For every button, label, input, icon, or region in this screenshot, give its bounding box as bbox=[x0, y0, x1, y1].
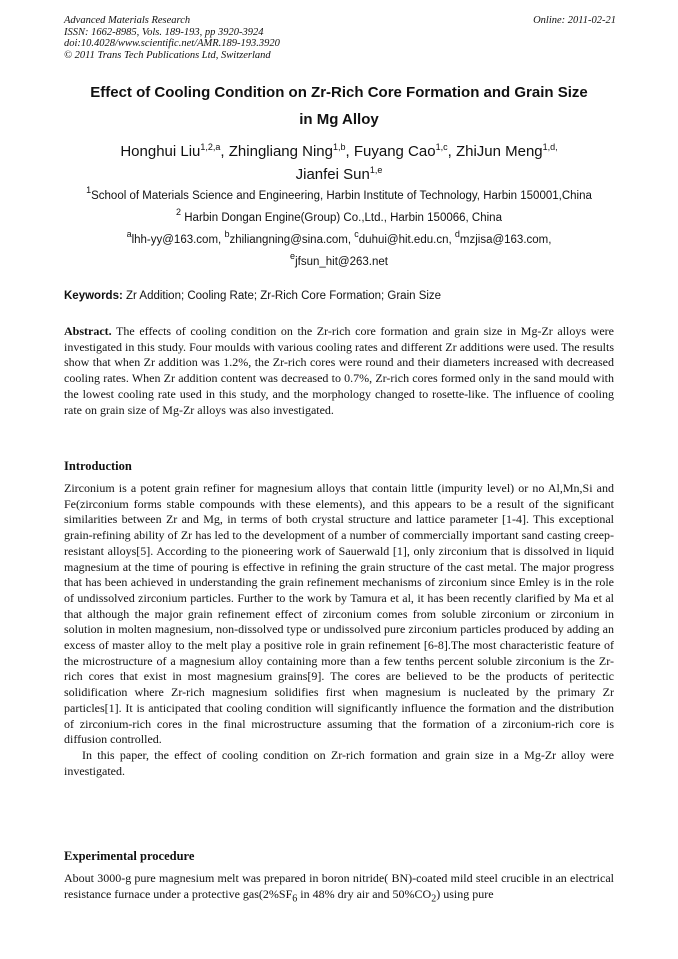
email-address: mzjisa@163.com, bbox=[459, 234, 552, 246]
email-address: jfsun_hit@263.net bbox=[295, 256, 388, 268]
experimental-body bbox=[64, 871, 614, 907]
introduction-paragraph-1: Zirconium is a potent grain refiner for magnesium alloys that contain little (impurity level) or no Al,Mn,Si and Fe(zirconium forms stable compounds with these elements), and this appears to be a result of the significant similarities between Zr and Mg, in terms of both crystal structure and lattice parameter [1-4]. This exceptional grain-refining ability of Zr has led to the development of a number of commercially important sand casting creep-resistant alloys[5]. According to the pioneering work of Sauerwald [1], only zirconium that is dissolved in liquid magnesium at the time of pouring is effective in refining the grain structure of the cast metal. The major progress that has been achieved in understanding the grain refinement mechanisms of zirconium since Emley is in the role of undissolved zirconium particles. Further to the work by Tamura et al, it has been recently clarified by Ma et al that although the major grain refinement effect of zirconium comes from soluble zirconium or zirconium in solution in molten magnesium, non-dissolved type or undissolved pure zirconium particles produced by adding an excess of master alloy to the melt play a positive role in grain refinement [6-8].The most characteristic feature of the microstructure of a magnesium alloy containing more than a few tenths percent soluble zirconium is the Zr-rich cores that exist in most magnesium grains[9]. The cores are believed to be the products of peritectic solidification where Zr-rich magnesium solidifies first when magnesium is nucleated by the primary Zr particles[1]. It is anticipated that cooling condition will significantly influence the formation and the distribution of zirconium-rich cores in the final microstructure assuming that the formation of a zirconium-rich core is diffusion controlled. bbox=[64, 481, 614, 747]
abstract-text: The effects of cooling condition on the Zr-rich core formation and grain size in Mg-Zr alloys were investigated in this study. Four moulds with various cooling rates and different Zr additions were used. The results show that when Zr addition was 1.2%, the Zr-rich cores were round and their diameters increased with decreased cooling rates. When Zr addition content was decreased to 0.7%, Zr-rich cores formed only in the sand mould with the lowest cooling rate used in this study, and the morphology changed to rosette-like. The influence of cooling rate on grain size of Mg-Zr alloys was also investigated. bbox=[64, 324, 614, 417]
author-name: Jianfei Sun bbox=[295, 166, 370, 183]
author-sup: 1,e bbox=[369, 165, 383, 175]
keywords-label: Keywords: bbox=[64, 290, 123, 302]
author-sup: 1,c bbox=[435, 142, 448, 152]
email-address: duhui@hit.edu.cn, bbox=[358, 234, 455, 246]
online-date: Online: 2011-02-21 bbox=[533, 15, 616, 26]
doi-line: doi:10.4028/www.scientific.net/AMR.189-193.3920 bbox=[64, 38, 280, 50]
author-sup: 1,d, bbox=[542, 142, 558, 152]
affiliation-2: $^2$ Harbin Dongan Engine(Group) Co.,Ltd., Harbin 150066, China bbox=[176, 207, 502, 224]
email-address: lhh-yy@163.com, bbox=[131, 234, 225, 246]
author-name: Fuyang Cao bbox=[353, 143, 436, 160]
title-line-2: in Mg Alloy bbox=[299, 111, 379, 128]
email-address: zhiliangning@sina.com, bbox=[229, 234, 355, 246]
issn-line: ISSN: 1662-8985, Vols. 189-193, pp 3920-3924 bbox=[64, 26, 264, 38]
email-line-1: $^a$lhh-yy@163.com, $^b$zhiliangning@sina.com, $^c$duhui@hit.edu.cn, $^d$mzjisa@163.com, bbox=[126, 229, 552, 246]
affiliation-1: $^1$School of Materials Science and Engineering, Harbin Institute of Technology, Harbin 150001,China bbox=[86, 185, 592, 202]
introduction-paragraph-2: In this paper, the effect of cooling condition on Zr-rich formation and grain size in a Mg-Zr alloy were investigated. bbox=[64, 747, 614, 778]
experimental-paragraph-1: About 3000-g pure magnesium melt was prepared in boron nitride( BN)-coated mild steel crucible in an electrical resistance furnace under a protective $gas(2\%SF_6$ in 48% dry air and $50\%CO_2$) using pure bbox=[64, 871, 614, 905]
author-name: Zhingliang Ning bbox=[228, 143, 333, 160]
keywords-text: Zr Addition; Cooling Rate; Zr-Rich Core Formation; Grain Size bbox=[122, 290, 442, 302]
author-sup: 1,b bbox=[333, 142, 346, 152]
journal-name: Advanced Materials Research bbox=[64, 15, 191, 26]
introduction-body bbox=[64, 481, 614, 779]
affiliation-sup: 2 bbox=[176, 207, 182, 217]
email-line-2: $^e$jfsun_hit@263.net bbox=[290, 251, 388, 268]
author-name: ZhiJun Meng bbox=[455, 143, 543, 160]
paper-title bbox=[50, 79, 628, 133]
affiliation-sup: 1 bbox=[86, 185, 92, 195]
author-list bbox=[40, 140, 638, 186]
author-line-2 bbox=[40, 163, 638, 186]
author-sup: 1,2,a bbox=[200, 142, 221, 152]
copyright-line: © 2011 Trans Tech Publications Ltd, Switzerland bbox=[64, 49, 271, 61]
section-heading-experimental: Experimental procedure bbox=[64, 849, 195, 863]
title-line-1: Effect of Cooling Condition on Zr-Rich Core Formation and Grain Size bbox=[90, 84, 588, 101]
author-line-1: Honghui Liu$^{1,2,a}$, Zhingliang Ning$^{1,b}$, Fuyang Cao$^{1,c}$, ZhiJun Meng$^{1,d,}$ bbox=[120, 142, 558, 160]
journal-header bbox=[64, 15, 616, 61]
keywords bbox=[64, 289, 616, 304]
author-name: Honghui Liu bbox=[120, 143, 201, 160]
abstract bbox=[64, 324, 614, 418]
abstract-label: Abstract. bbox=[64, 324, 112, 338]
section-heading-introduction: Introduction bbox=[64, 459, 132, 473]
